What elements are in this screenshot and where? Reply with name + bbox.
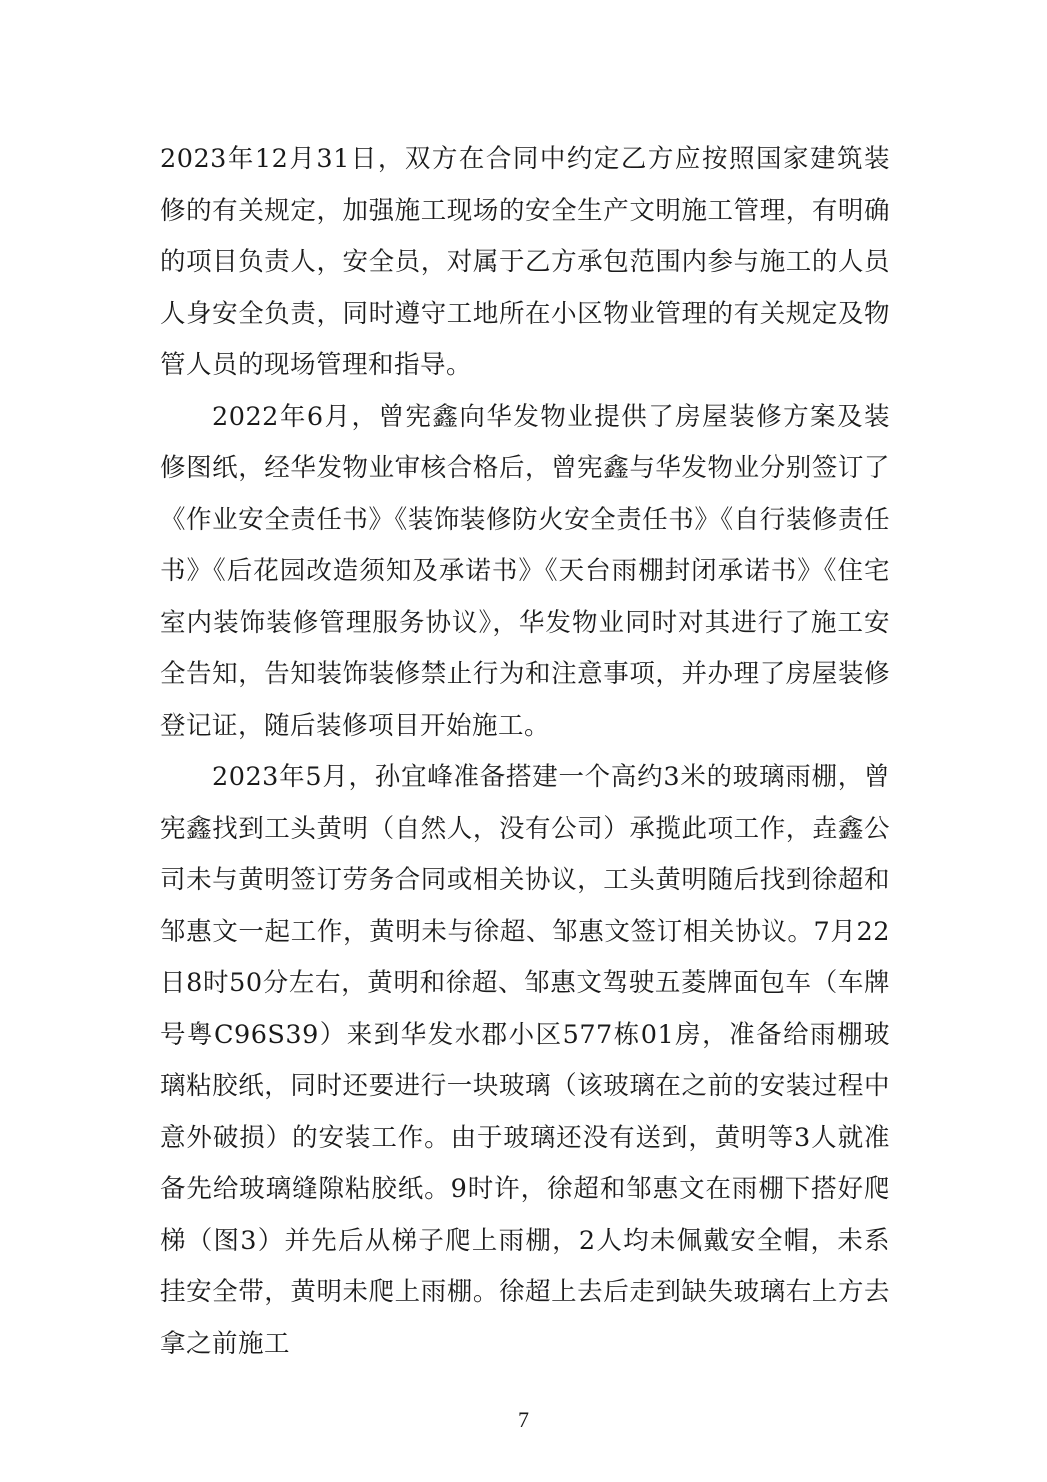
paragraph-incident-description: 2023年5月，孙宜峰准备搭建一个高约3米的玻璃雨棚，曾宪鑫找到工头黄明（自然人，没有公司）承揽此项工作，垚鑫公司未与黄明签订劳务合同或相关协议，工头黄明随后找到徐超和邹惠文一起工作，黄明未与徐超、邹惠文签订相关协议。7月22日8时50分左右，黄明和徐超、邹惠文驾驶五菱牌面包车（车牌号粤C96S39）来到华发水郡小区577栋01房，准备给雨棚玻璃粘胶纸，同时还要进行一块玻璃（该玻璃在之前的安装过程中意外破损）的安装工作。由于玻璃还没有送到，黄明等3人就准备先给玻璃缝隙粘胶纸。9时许，徐超和邹惠文在雨棚下搭好爬梯（图3）并先后从梯子爬上雨棚，2人均未佩戴安全帽，未系挂安全带，黄明未爬上雨棚。徐超上去后走到缺失玻璃右上方去拿之前施工 xyxy=(160,762,890,1359)
body-text xyxy=(160,134,890,1370)
paragraph-renovation-approval: 2022年6月，曾宪鑫向华发物业提供了房屋装修方案及装修图纸，经华发物业审核合格后，曾宪鑫与华发物业分别签订了《作业安全责任书》《装饰装修防火安全责任书》《自行装修责任书》《后花园改造须知及承诺书》《天台雨棚封闭承诺书》《住宅室内装饰装修管理服务协议》，华发物业同时对其进行了施工安全告知，告知装饰装修禁止行为和注意事项，并办理了房屋装修登记证，随后装修项目开始施工。 xyxy=(160,401,890,741)
page-number: 7 xyxy=(518,1407,529,1432)
paragraph-contract-terms: 2023年12月31日，双方在合同中约定乙方应按照国家建筑装修的有关规定，加强施工现场的安全生产文明施工管理，有明确的项目负责人，安全员，对属于乙方承包范围内参与施工的人员人身安全负责，同时遵守工地所在小区物业管理的有关规定及物管人员的现场管理和指导。 xyxy=(160,144,890,380)
